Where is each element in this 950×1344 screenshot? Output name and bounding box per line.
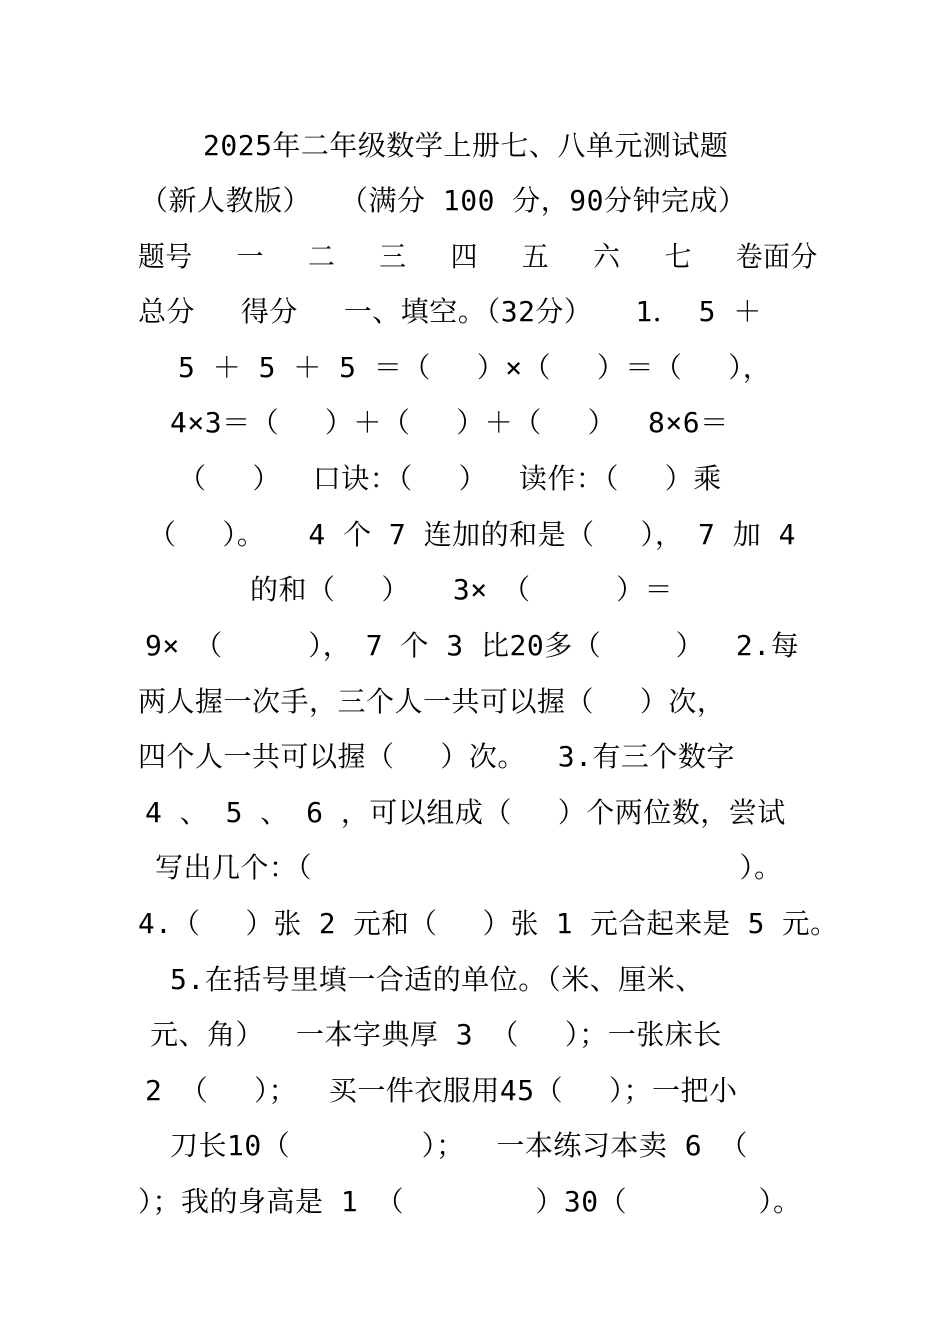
question-text-line: 4×3＝（ ）＋（ ）＋（ ） 8×6＝ xyxy=(170,406,729,439)
question-text-line: 5.在括号里填一合适的单位。（米、厘米、 xyxy=(170,963,704,996)
question-text-line: 5 ＋ 5 ＋ 5 ＝（ ）×（ ）＝（ ）， xyxy=(178,351,772,384)
score-table-header: 题号 一 二 三 四 五 六 七 卷面分 xyxy=(138,240,818,273)
question-text-line: 刀长10（ ）； 一本练习本卖 6 （ xyxy=(170,1129,749,1162)
exam-subtitle: （新人教版） （满分 100 分，90分钟完成） xyxy=(140,184,747,217)
exam-title: 2025年二年级数学上册七、八单元测试题 xyxy=(203,129,729,162)
question-text-line: 4.（ ）张 2 元和（ ）张 1 元合起来是 5 元。 xyxy=(138,907,839,940)
question-text-line: 两人握一次手，三个人一共可以握（ ）次， xyxy=(138,685,726,718)
question-text-line: （ ）。 4 个 7 连加的和是（ ）， 7 加 4 xyxy=(148,518,796,551)
score-row-and-section-one: 总分 得分 一、填空。（32分） 1． 5 ＋ xyxy=(138,295,762,328)
question-text-line: 四个人一共可以握（ ）次。 3.有三个数字 xyxy=(138,740,735,773)
question-text-line: ）；我的身高是 1 （ ）30（ ）。 xyxy=(138,1185,802,1218)
question-text-line: 元、角） 一本字典厚 3 （ ）；一张床长 xyxy=(150,1018,722,1051)
question-text-line: （ ） 口诀：（ ） 读作：（ ）乘 xyxy=(178,462,722,495)
question-text-line: 的和（ ） 3× （ ）＝ xyxy=(250,573,674,606)
question-text-line: 9× （ ）， 7 个 3 比20多（ ） 2.每 xyxy=(145,629,800,662)
question-text-line: 4 、 5 、 6 ，可以组成（ ）个两位数，尝试 xyxy=(145,796,786,829)
question-text-line: 2 （ ）； 买一件衣服用45（ ）；一把小 xyxy=(145,1074,738,1107)
question-text-line: 写出几个：（ ）。 xyxy=(155,851,783,884)
